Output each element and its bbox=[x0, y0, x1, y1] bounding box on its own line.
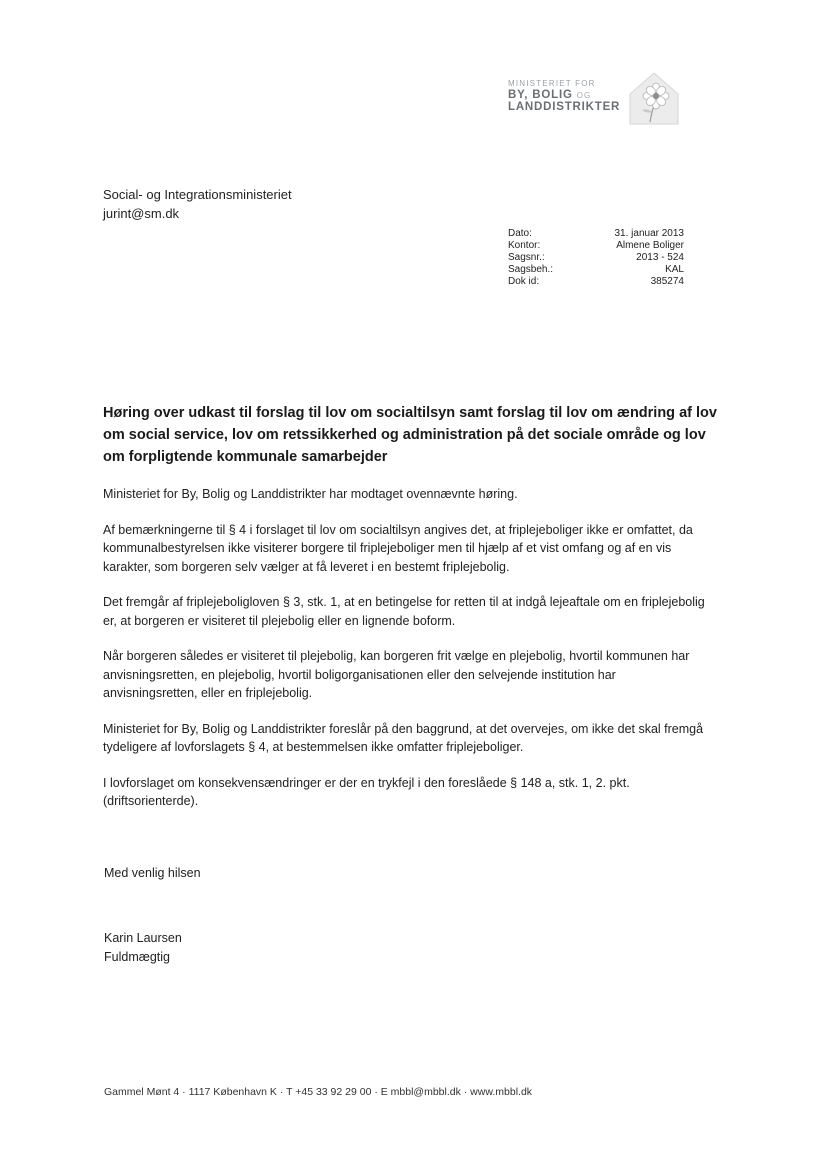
paragraph: Det fremgår af friplejeboligloven § 3, stk. 1, at en betingelse for retten til at indgå lejeaftale om en friplejebolig er, at borgeren er visiteret til plejebolig eller en lignende boform. bbox=[103, 595, 705, 628]
meta-value: Almene Boliger bbox=[616, 240, 684, 251]
paragraph: I lovforslaget om konsekvensændringer er der en trykfejl i den foreslåede § 148 a, stk. 1, 2. pkt. (driftsorienterde). bbox=[103, 775, 630, 808]
document-meta bbox=[508, 228, 684, 288]
meta-row-case-handler bbox=[508, 264, 684, 276]
meta-row-office bbox=[508, 240, 684, 252]
signature-block bbox=[104, 929, 182, 967]
meta-value: KAL bbox=[665, 264, 684, 275]
signature-name: Karin Laursen bbox=[104, 931, 182, 945]
letter-title: Høring over udkast til forslag til lov om socialtilsyn samt forslag til lov om ændring af lov om social service, lov om retssikkerhed og administration på det sociale område og lov om forpligtende kommunale samarbejder bbox=[103, 405, 717, 465]
paragraph: Af bemærkningerne til § 4 i forslaget til lov om socialtilsyn angives det, at friplejeboliger ikke er omfattet, da kommunalbestyrelsen ikke visiterer borgere til friplejeboliger men til hjælp af et vist omfang og af en vis karakter, som borgeren selv vælger at få leveret i en bestemt friplejebolig. bbox=[103, 522, 693, 574]
letter-body bbox=[103, 485, 713, 828]
logo-line-2 bbox=[508, 89, 620, 102]
meta-label: Dok id: bbox=[508, 276, 540, 287]
recipient-email: jurint@sm.dk bbox=[103, 206, 180, 221]
signature-role: Fuldmægtig bbox=[104, 950, 170, 964]
meta-value: 385274 bbox=[650, 276, 684, 287]
meta-row-doc-id bbox=[508, 276, 684, 288]
paragraph: Ministeriet for By, Bolig og Landdistrikter har modtaget ovennævnte høring. bbox=[103, 487, 518, 501]
recipient-name: Social- og Integrationsministeriet bbox=[103, 187, 292, 202]
logo-text bbox=[508, 80, 620, 114]
footer-address: Gammel Mønt 4 · 1117 København K · T +45 33 92 29 00 · E mbbl@mbbl.dk · www.mbbl.dk bbox=[104, 1086, 533, 1098]
closing-greeting: Med venlig hilsen bbox=[104, 866, 201, 880]
meta-value: 2013 - 524 bbox=[636, 252, 684, 263]
logo-line-3: LANDDISTRIKTER bbox=[508, 101, 621, 114]
recipient-block bbox=[103, 185, 292, 223]
logo-line-2-main: BY, BOLIG bbox=[508, 88, 573, 101]
meta-value: 31. januar 2013 bbox=[614, 228, 684, 239]
house-flower-icon bbox=[626, 70, 682, 126]
ministry-logo bbox=[508, 70, 688, 128]
meta-label: Dato: bbox=[508, 228, 532, 239]
meta-label: Sagsnr.: bbox=[508, 252, 545, 263]
meta-row-case-number bbox=[508, 252, 684, 264]
paragraph: Når borgeren således er visiteret til plejebolig, kan borgeren frit vælge en plejebolig, hvortil kommunen har anvisningsretten, en plejebolig, hvortil boligorganisationen eller den selvejende institution har anvisningsretten, eller en friplejebolig. bbox=[103, 649, 690, 700]
logo-line-1: MINISTERIET FOR bbox=[508, 79, 596, 88]
paragraph: Ministeriet for By, Bolig og Landdistrikter foreslår på den baggrund, at det overvejes, om ikke det skal fremgå tydeligere af lovforslagets § 4, at bestemmelsen ikke omfatter friplejeboliger. bbox=[103, 721, 704, 754]
meta-label: Sagsbeh.: bbox=[508, 264, 554, 275]
meta-label: Kontor: bbox=[508, 240, 541, 251]
meta-row-date bbox=[508, 228, 684, 240]
logo-line-2-og: OG bbox=[576, 90, 592, 100]
